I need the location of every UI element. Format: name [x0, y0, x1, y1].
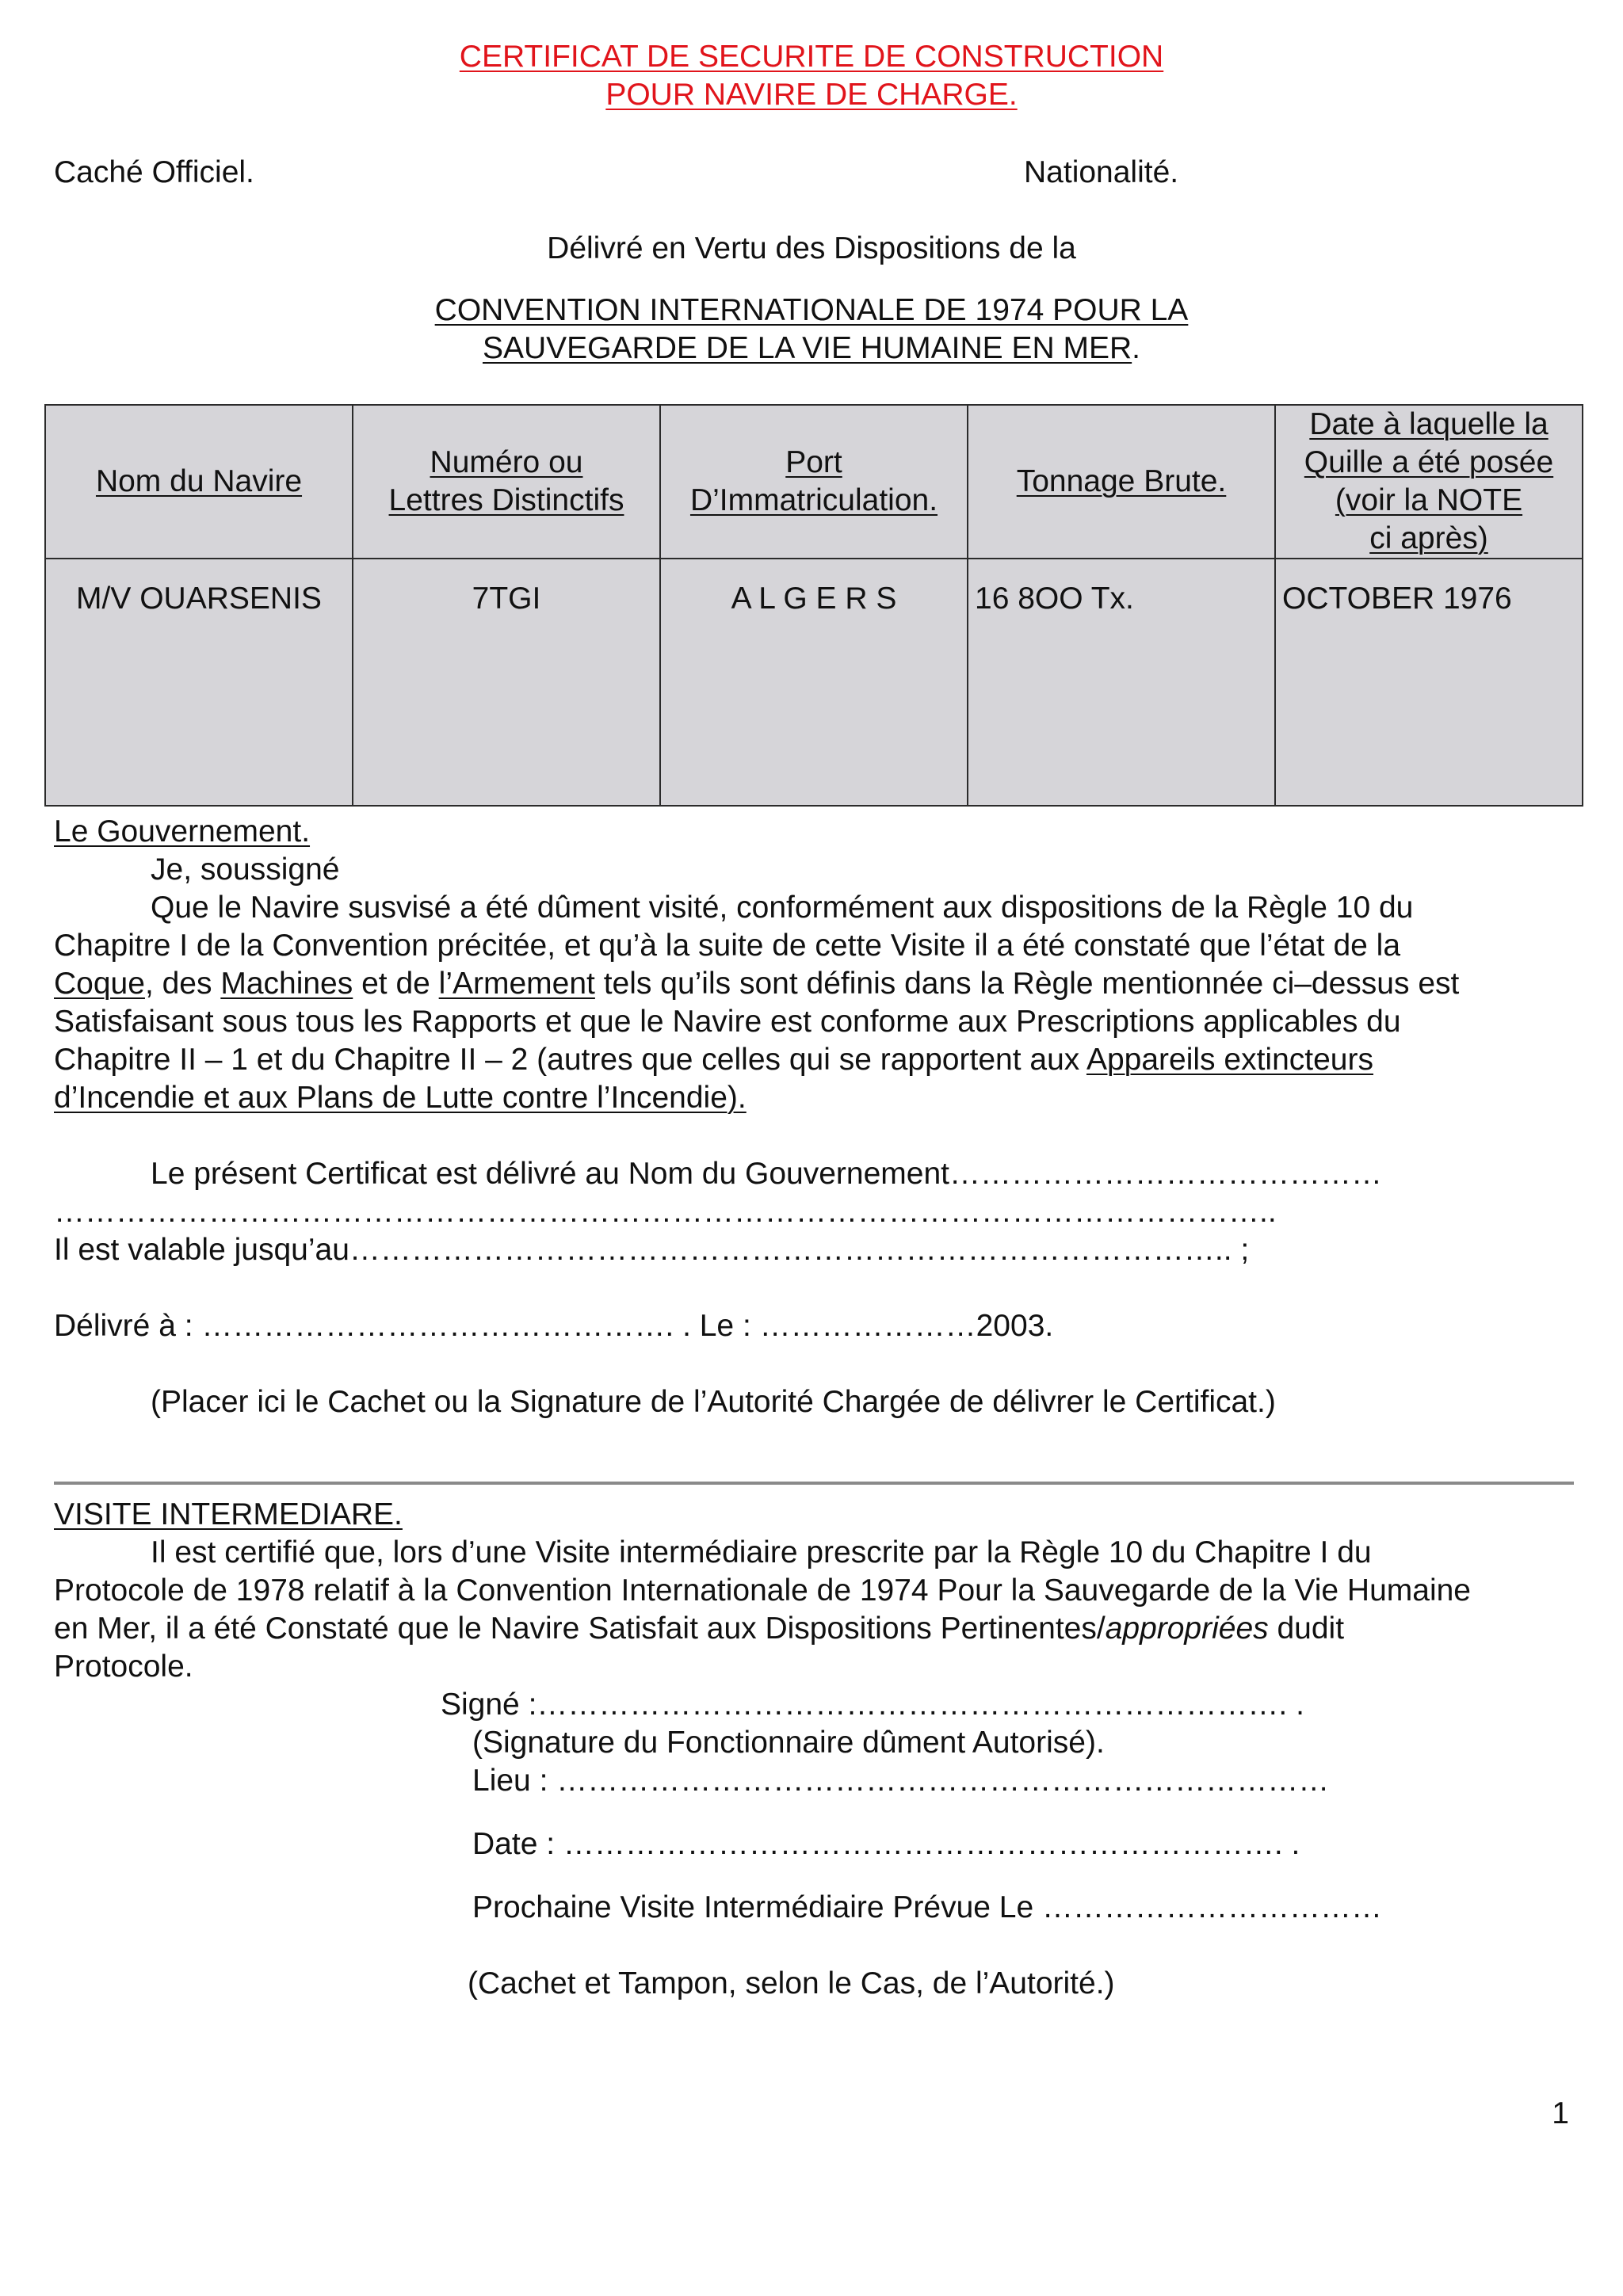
- page-number: 1: [1552, 2096, 1569, 2130]
- body-line-1: Que le Navire susvisé a été dûment visité, conformément aux dispositions de la Règle 10 du: [151, 891, 1414, 925]
- header-call-sign: Numéro ou Lettres Distinctifs: [353, 405, 660, 559]
- body-line-6: d’Incendie et aux Plans de Lutte contre l’Incendie).: [54, 1081, 747, 1115]
- convention-title: [0, 292, 1623, 368]
- convention-line-1: CONVENTION INTERNATIONALE DE 1974 POUR LA: [434, 293, 1189, 327]
- undersigned-line: Je, soussigné: [151, 852, 340, 887]
- body-line-3: Coque, des Machines et de l’Armement tels qu’ils sont définis dans la Règle mentionnée ci–dessus est: [54, 967, 1460, 1001]
- delivered-by-line: Délivré en Vertu des Dispositions de la: [547, 231, 1076, 265]
- cell-tonnage: 16 8OO Tx.: [968, 559, 1275, 806]
- validity-line: Il est valable jusqu’au………………………………………………………………………….. ;: [54, 1233, 1250, 1267]
- header-ship-name: Nom du Navire: [45, 405, 353, 559]
- convention-line-2: SAUVEGARDE DE LA VIE HUMAINE EN MER: [482, 331, 1132, 365]
- convention-line-2-end: .: [1132, 331, 1141, 365]
- section-divider: [54, 1482, 1574, 1485]
- cell-call-sign: 7TGI: [353, 559, 660, 806]
- header-tonnage: Tonnage Brute.: [968, 405, 1275, 559]
- certificate-title: [0, 38, 1623, 114]
- header-port: Port D’Immatriculation.: [660, 405, 968, 559]
- cell-keel-date: OCTOBER 1976: [1275, 559, 1583, 806]
- nationality-label: Nationalité.: [1024, 155, 1179, 189]
- visit-line-1: Il est certifié que, lors d’une Visite intermédiaire prescrite par la Règle 10 du Chapitre I du: [151, 1535, 1372, 1569]
- intermediate-visit-title: VISITE INTERMEDIARE.: [54, 1497, 403, 1531]
- cell-ship-name: M/V OUARSENIS: [45, 559, 353, 806]
- issued-at-line: Délivré à : ………………………………………. . Le : …………………2003.: [54, 1309, 1054, 1343]
- official-stamp-label: Caché Officiel.: [54, 155, 254, 189]
- date-line: Date : ……………………………………………………………. .: [472, 1827, 1300, 1861]
- next-visit-line: Prochaine Visite Intermédiaire Prévue Le ……………………………: [472, 1890, 1383, 1924]
- title-line-1: CERTIFICAT DE SECURITE DE CONSTRUCTION: [459, 40, 1164, 74]
- cell-port: A L G E R S: [660, 559, 968, 806]
- government-heading: Le Gouvernement.: [54, 814, 311, 849]
- table-header-row: [45, 405, 1583, 559]
- table-row: [45, 559, 1583, 806]
- place-line: Lieu : …………………………………………………………………: [472, 1764, 1330, 1798]
- government-name-line: Le présent Certificat est délivré au Nom du Gouvernement……………………………………: [151, 1157, 1383, 1191]
- visit-line-2: Protocole de 1978 relatif à la Convention Internationale de 1974 Pour la Sauvegarde de la Vie Humaine: [54, 1573, 1472, 1608]
- signature-caption: (Signature du Fonctionnaire dûment Autorisé).: [472, 1726, 1105, 1760]
- header-keel-date: Date à laquelle la Quille a été posée (voir la NOTE ci après): [1275, 405, 1583, 559]
- intermediate-visit-section: [54, 1496, 1583, 1686]
- government-dots-line: ………………………………………………………………………………………………………..: [54, 1195, 1277, 1229]
- body-line-4: Satisfaisant sous tous les Rapports et que le Navire est conforme aux Prescriptions applicables du: [54, 1005, 1401, 1039]
- stamp-instruction: (Placer ici le Cachet ou la Signature de l’Autorité Chargée de délivrer le Certificat.): [151, 1385, 1276, 1419]
- body-line-5: Chapitre II – 1 et du Chapitre II – 2 (autres que celles qui se rapportent aux Appareils extincteurs: [54, 1043, 1373, 1077]
- ship-details-table: [44, 404, 1583, 807]
- body-line-2: Chapitre I de la Convention précitée, et qu’à la suite de cette Visite il a été constaté que l’état de la: [54, 929, 1401, 963]
- authority-stamp-caption: (Cachet et Tampon, selon le Cas, de l’Autorité.): [468, 1966, 1115, 2000]
- title-line-2: POUR NAVIRE DE CHARGE.: [605, 78, 1018, 112]
- certificate-body: [54, 813, 1583, 1117]
- signed-line: Signé :………………………………………………………………. .: [441, 1688, 1304, 1722]
- visit-line-4: Protocole.: [54, 1650, 193, 1684]
- visit-line-3: en Mer, il a été Constaté que le Navire Satisfait aux Dispositions Pertinentes/appropriées dudit: [54, 1611, 1345, 1646]
